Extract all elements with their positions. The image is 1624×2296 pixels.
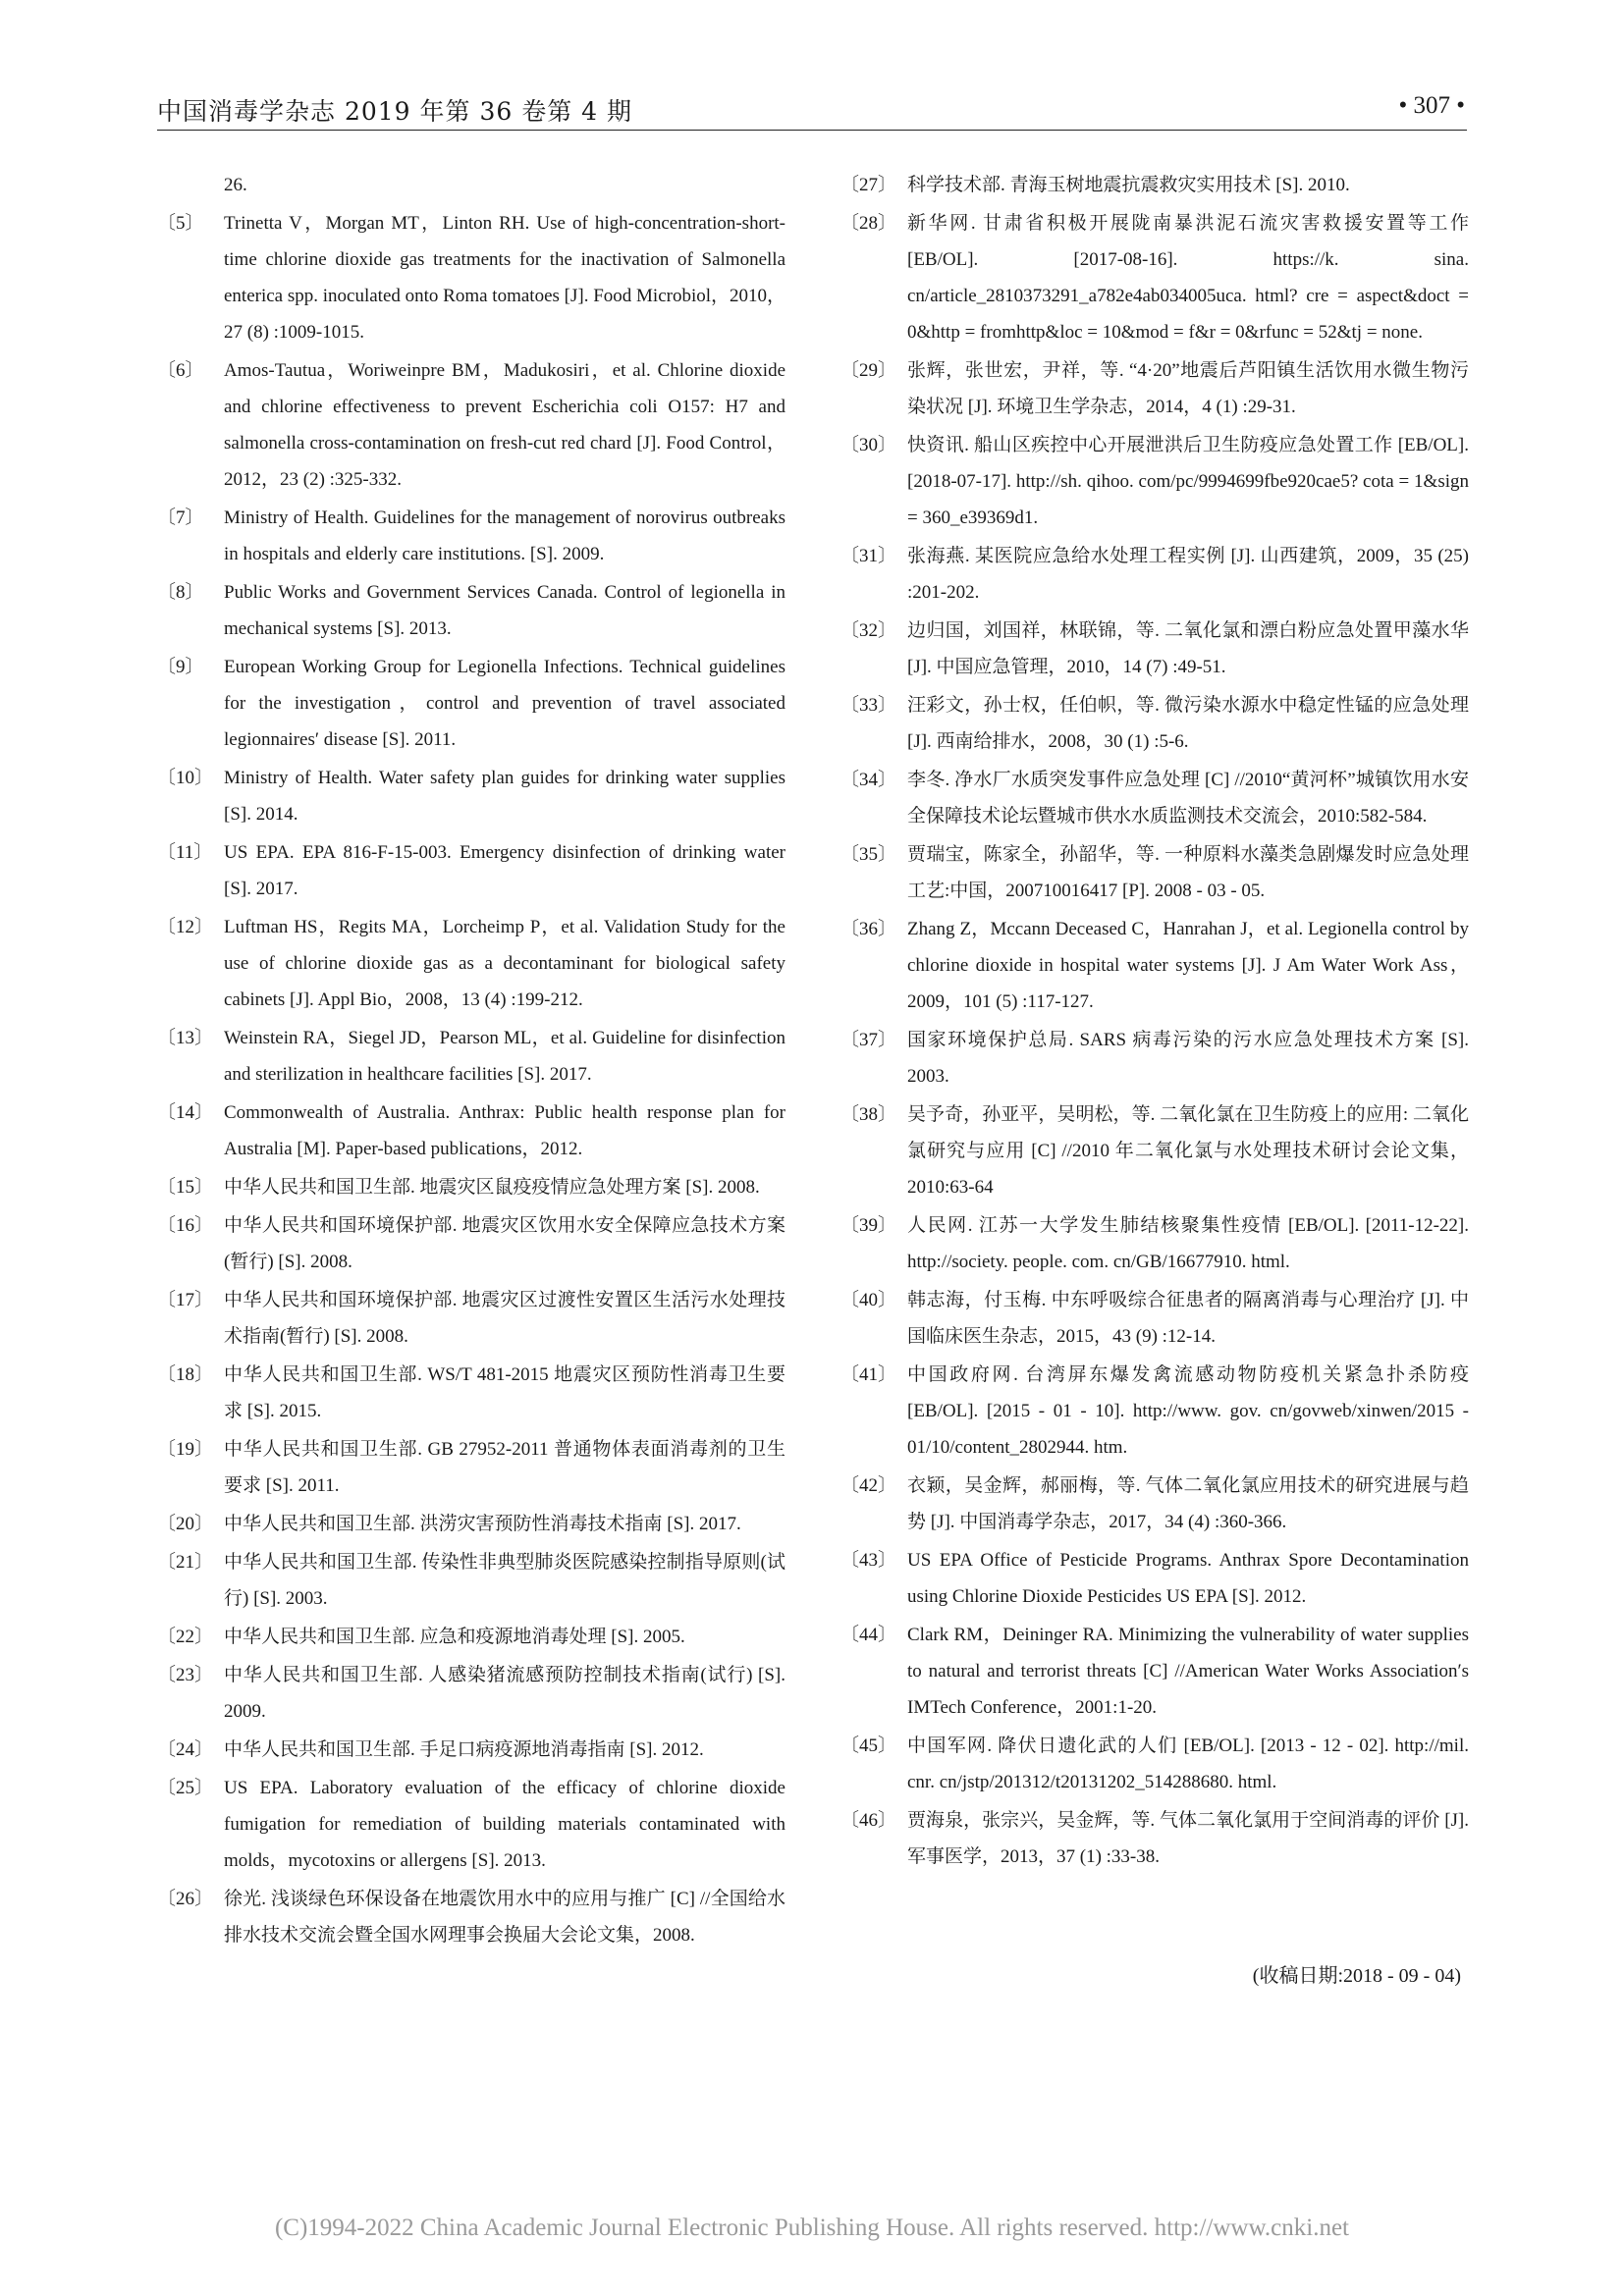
reference-number: 〔25〕: [157, 1778, 214, 1798]
reference-item: [157, 1881, 785, 1953]
reference-item: [157, 1357, 785, 1429]
reference-text: 中国军网. 降伏日遗化武的人们 [EB/OL]. [2013 - 12 - 02]. http://mil. cnr. cn/jstp/201312/t20131202_514288680. html.: [907, 1735, 1469, 1792]
reference-text: 中华人民共和国卫生部. 传染性非典型肺炎医院感染控制指导原则(试行) [S]. 2003.: [224, 1552, 785, 1609]
reference-text: 人民网. 江苏一大学发生肺结核聚集性疫情 [EB/OL]. [2011-12-22]. http://society. people. com. cn/GB/16677910. html.: [907, 1215, 1469, 1272]
reference-column-left: [157, 167, 785, 1955]
reference-number: 〔38〕: [840, 1104, 897, 1125]
reference-number: 〔6〕: [157, 360, 204, 381]
reference-text: 衣颖，吴金辉，郝丽梅，等. 气体二氧化氯应用技术的研究进展与趋势 [J]. 中国消毒学杂志，2017，34 (4) :360-366.: [907, 1475, 1469, 1532]
reference-text: 国家环境保护总局. SARS 病毒污染的污水应急处理技术方案 [S]. 2003.: [907, 1030, 1469, 1087]
reference-column-right: [840, 167, 1469, 1877]
reference-text: 李冬. 净水厂水质突发事件应急处理 [C] //2010“黄河杯”城镇饮用水安全保障技术论坛暨城市供水水质监测技术交流会，2010:582-584.: [907, 770, 1469, 827]
reference-text: Zhang Z，Mccann Deceased C，Hanrahan J，et al. Legionella control by chlorine dioxide in hospital water systems [J]. J Am Water Work Ass，2009，101 (5) :117-127.: [907, 919, 1469, 1012]
reference-item: [157, 1544, 785, 1617]
reference-number: 〔35〕: [840, 844, 897, 865]
reference-item: [840, 1617, 1469, 1726]
reference-item: [157, 1732, 785, 1768]
reference-number: 〔8〕: [157, 582, 204, 603]
reference-number: 〔46〕: [840, 1810, 897, 1831]
reference-number: 〔45〕: [840, 1735, 897, 1756]
reference-item: [840, 352, 1469, 425]
reference-number: 〔14〕: [157, 1102, 214, 1123]
reference-number: 〔29〕: [840, 360, 897, 381]
reference-item: [840, 1802, 1469, 1875]
reference-number: 〔12〕: [157, 917, 214, 937]
reference-number: 〔10〕: [157, 768, 214, 788]
reference-text: 科学技术部. 青海玉树地震抗震救灾实用技术 [S]. 2010.: [907, 175, 1350, 195]
reference-text: 张辉，张世宏，尹祥，等. “4·20”地震后芦阳镇生活饮用水微生物污染状况 [J]. 环境卫生学杂志，2014，4 (1) :29-31.: [907, 360, 1469, 417]
reference-item: [157, 167, 785, 203]
copyright-footer: (C)1994-2022 China Academic Journal Electronic Publishing House. All rights reserved. http://www.cnki.net: [274, 2215, 1350, 2241]
reference-text: 中华人民共和国卫生部. 洪涝灾害预防性消毒技术指南 [S]. 2017.: [224, 1514, 741, 1534]
reference-text: Weinstein RA，Siegel JD，Pearson ML，et al. Guideline for disinfection and sterilization in healthcare facilities [S]. 2017.: [224, 1028, 785, 1085]
reference-item: [840, 205, 1469, 350]
reference-item: [840, 1282, 1469, 1355]
reference-item: [840, 538, 1469, 611]
reference-text: Amos-Tautua，Woriweinpre BM，Madukosiri，et al. Chlorine dioxide and chlorine effectiveness to prevent Escherichia coli O157: H7 and salmonella cross-contamination on fresh-cut red chard [J]. Food Control，2012，23 (2) :325-332.: [224, 360, 785, 490]
reference-text: 汪彩文，孙士权，任伯帜，等. 微污染水源水中稳定性锰的应急处理 [J]. 西南给排水，2008，30 (1) :5-6.: [907, 695, 1469, 752]
reference-text: Trinetta V，Morgan MT，Linton RH. Use of high-concentration-short-time chlorine dioxide gas treatments for the inactivation of Salmonella enterica spp. inoculated onto Roma tomatoes [J]. Food Microbiol，2010，27 (8) :1009-1015.: [224, 213, 786, 343]
reference-item: [157, 1506, 785, 1542]
reference-number: 〔11〕: [157, 842, 213, 863]
reference-number: 〔33〕: [840, 695, 897, 716]
reference-item: [157, 205, 785, 350]
reference-number: 〔20〕: [157, 1514, 214, 1534]
reference-text: 新华网. 甘肃省积极开展陇南暴洪泥石流灾害救援安置等工作 [EB/OL]. [2017-08-16]. https://k. sina. cn/article_2810373291_a782e4ab034005uca. html? cre = aspect&doct = 0&http = fromhttp&loc = 10&mod = f&r = 0&rfunc = 52&tj = none.: [907, 213, 1469, 343]
reference-item: [157, 1169, 785, 1205]
reference-number: 〔22〕: [157, 1627, 214, 1647]
reference-number: 〔5〕: [157, 213, 204, 234]
reference-text: 中华人民共和国卫生部. 手足口病疫源地消毒指南 [S]. 2012.: [224, 1739, 704, 1760]
reference-text: Public Works and Government Services Canada. Control of legionella in mechanical systems [S]. 2013.: [224, 582, 785, 639]
reference-item: [840, 1542, 1469, 1615]
reference-item: [157, 352, 785, 498]
reference-item: [840, 762, 1469, 834]
reference-number: 〔21〕: [157, 1552, 214, 1573]
reference-number: 〔42〕: [840, 1475, 897, 1496]
reference-item: [157, 500, 785, 572]
reference-item: [157, 834, 785, 907]
reference-item: [840, 687, 1469, 760]
reference-text: 张海燕. 某医院应急给水处理工程实例 [J]. 山西建筑，2009，35 (25) :201-202.: [907, 546, 1469, 603]
reference-number: 〔23〕: [157, 1665, 214, 1685]
reference-number: 〔44〕: [840, 1625, 897, 1645]
reference-number: 〔41〕: [840, 1364, 897, 1385]
reference-number: 〔24〕: [157, 1739, 214, 1760]
reference-item: [157, 1282, 785, 1355]
reference-text: Commonwealth of Australia. Anthrax: Public health response plan for Australia [M]. Paper-based publications，2012.: [224, 1102, 785, 1159]
reference-item: [840, 1207, 1469, 1280]
reference-item: [157, 1020, 785, 1093]
running-header: [157, 90, 1467, 131]
reference-text: 26.: [224, 175, 247, 195]
reference-item: [840, 1357, 1469, 1466]
reference-number: 〔36〕: [840, 919, 897, 939]
reference-text: European Working Group for Legionella Infections. Technical guidelines for the investigation，control and prevention of travel associated legionnaires′ disease [S]. 2011.: [224, 657, 785, 750]
reference-number: 〔37〕: [840, 1030, 897, 1050]
reference-text: 中华人民共和国环境保护部. 地震灾区过渡性安置区生活污水处理技术指南(暂行) [S]. 2008.: [224, 1290, 785, 1347]
reference-number: 〔28〕: [840, 213, 897, 234]
reference-item: [840, 836, 1469, 909]
reference-number: 〔39〕: [840, 1215, 897, 1236]
reference-text: US EPA Office of Pesticide Programs. Anthrax Spore Decontamination using Chlorine Dioxide Pesticides US EPA [S]. 2012.: [907, 1550, 1469, 1607]
reference-number: 〔43〕: [840, 1550, 897, 1571]
reference-number: 〔13〕: [157, 1028, 214, 1048]
reference-item: [157, 1619, 785, 1655]
reference-text: Ministry of Health. Guidelines for the management of norovirus outbreaks in hospitals and elderly care institutions. [S]. 2009.: [224, 507, 785, 564]
reference-number: 〔34〕: [840, 770, 897, 790]
reference-number: 〔9〕: [157, 657, 204, 677]
reference-text: 中华人民共和国环境保护部. 地震灾区饮用水安全保障应急技术方案(暂行) [S]. 2008.: [224, 1215, 785, 1272]
reference-text: Clark RM，Deininger RA. Minimizing the vulnerability of water supplies to natural and terrorist threats [C] //American Water Works Association′s IMTech Conference，2001:1-20.: [907, 1625, 1469, 1718]
reference-item: [840, 613, 1469, 685]
reference-item: [840, 1022, 1469, 1095]
reference-text: US EPA. EPA 816-F-15-003. Emergency disinfection of drinking water [S]. 2017.: [224, 842, 785, 899]
reference-number: 〔32〕: [840, 620, 897, 641]
reference-text: 贾海泉，张宗兴，吴金辉，等. 气体二氧化氯用于空间消毒的评价 [J]. 军事医学，2013，37 (1) :33-38.: [907, 1810, 1469, 1867]
reference-number: 〔40〕: [840, 1290, 897, 1310]
reference-text: Ministry of Health. Water safety plan guides for drinking water supplies [S]. 2014.: [224, 768, 785, 825]
reference-text: 中华人民共和国卫生部. WS/T 481-2015 地震灾区预防性消毒卫生要求 [S]. 2015.: [224, 1364, 785, 1421]
reference-item: [157, 1657, 785, 1730]
reference-item: [840, 427, 1469, 536]
reference-item: [840, 911, 1469, 1020]
reference-number: 〔15〕: [157, 1177, 214, 1198]
reference-number: 〔17〕: [157, 1290, 214, 1310]
received-date: (收稿日期:2018 - 09 - 04): [1252, 1965, 1461, 1987]
reference-text: Luftman HS，Regits MA，Lorcheimp P，et al. Validation Study for the use of chlorine dioxide gas as a decontaminant for biological safety cabinets [J]. Appl Bio，2008，13 (4) :199-212.: [224, 917, 785, 1010]
reference-number: 〔26〕: [157, 1889, 214, 1909]
reference-item: [157, 649, 785, 758]
reference-number: 〔19〕: [157, 1439, 214, 1460]
reference-item: [157, 1431, 785, 1504]
reference-number: 〔27〕: [840, 175, 897, 195]
reference-item: [157, 760, 785, 832]
reference-text: US EPA. Laboratory evaluation of the efficacy of chlorine dioxide fumigation for remediation of building materials contaminated with molds，mycotoxins or allergens [S]. 2013.: [224, 1778, 785, 1871]
reference-text: 中华人民共和国卫生部. 人感染猪流感预防控制技术指南(试行) [S]. 2009.: [224, 1665, 785, 1722]
reference-text: 中华人民共和国卫生部. 地震灾区鼠疫疫情应急处理方案 [S]. 2008.: [224, 1177, 760, 1198]
reference-item: [157, 1095, 785, 1167]
reference-text: 徐光. 浅谈绿色环保设备在地震饮用水中的应用与推广 [C] //全国给水排水技术交流会暨全国水网理事会换届大会论文集，2008.: [224, 1889, 785, 1946]
reference-text: 中华人民共和国卫生部. 应急和疫源地消毒处理 [S]. 2005.: [224, 1627, 685, 1647]
reference-item: [157, 574, 785, 647]
reference-item: [840, 167, 1469, 203]
reference-number: 〔16〕: [157, 1215, 214, 1236]
reference-number: 〔7〕: [157, 507, 204, 528]
reference-number: 〔18〕: [157, 1364, 214, 1385]
reference-item: [157, 909, 785, 1018]
journal-title: 中国消毒学杂志 2019 年第 36 卷第 4 期: [157, 97, 633, 126]
reference-text: 中国政府网. 台湾屏东爆发禽流感动物防疫机关紧急扑杀防疫 [EB/OL]. [2015 - 01 - 10]. http://www. gov. cn/govweb/xinwen/2015 - 01/10/content_2802944. htm.: [907, 1364, 1469, 1458]
reference-text: 快资讯. 船山区疾控中心开展泄洪后卫生防疫应急处置工作 [EB/OL]. [2018-07-17]. http://sh. qihoo. com/pc/9994699fbe920cae5? cota = 1&sign = 360_e39369d1.: [907, 435, 1469, 528]
reference-item: [157, 1770, 785, 1879]
reference-item: [840, 1468, 1469, 1540]
reference-number: 〔30〕: [840, 435, 897, 455]
reference-item: [840, 1728, 1469, 1800]
reference-item: [840, 1096, 1469, 1205]
reference-item: [157, 1207, 785, 1280]
reference-text: 韩志海，付玉梅. 中东呼吸综合征患者的隔离消毒与心理治疗 [J]. 中国临床医生杂志，2015，43 (9) :12-14.: [907, 1290, 1469, 1347]
reference-number: 〔31〕: [840, 546, 897, 566]
reference-text: 边归国，刘国祥，林联锦，等. 二氧化氯和漂白粉应急处置甲藻水华 [J]. 中国应急管理，2010，14 (7) :49-51.: [907, 620, 1469, 677]
reference-text: 中华人民共和国卫生部. GB 27952-2011 普通物体表面消毒剂的卫生要求 [S]. 2011.: [224, 1439, 785, 1496]
reference-text: 吴予奇，孙亚平，吴明松，等. 二氧化氯在卫生防疫上的应用: 二氧化氯研究与应用 [C] //2010 年二氧化氯与水处理技术研讨会论文集，2010:63-64: [907, 1104, 1469, 1198]
page-number: • 307 •: [1398, 92, 1465, 119]
reference-text: 贾瑞宝，陈家全，孙韶华，等. 一种原料水藻类急剧爆发时应急处理工艺:中国，200710016417 [P]. 2008 - 03 - 05.: [907, 844, 1469, 901]
